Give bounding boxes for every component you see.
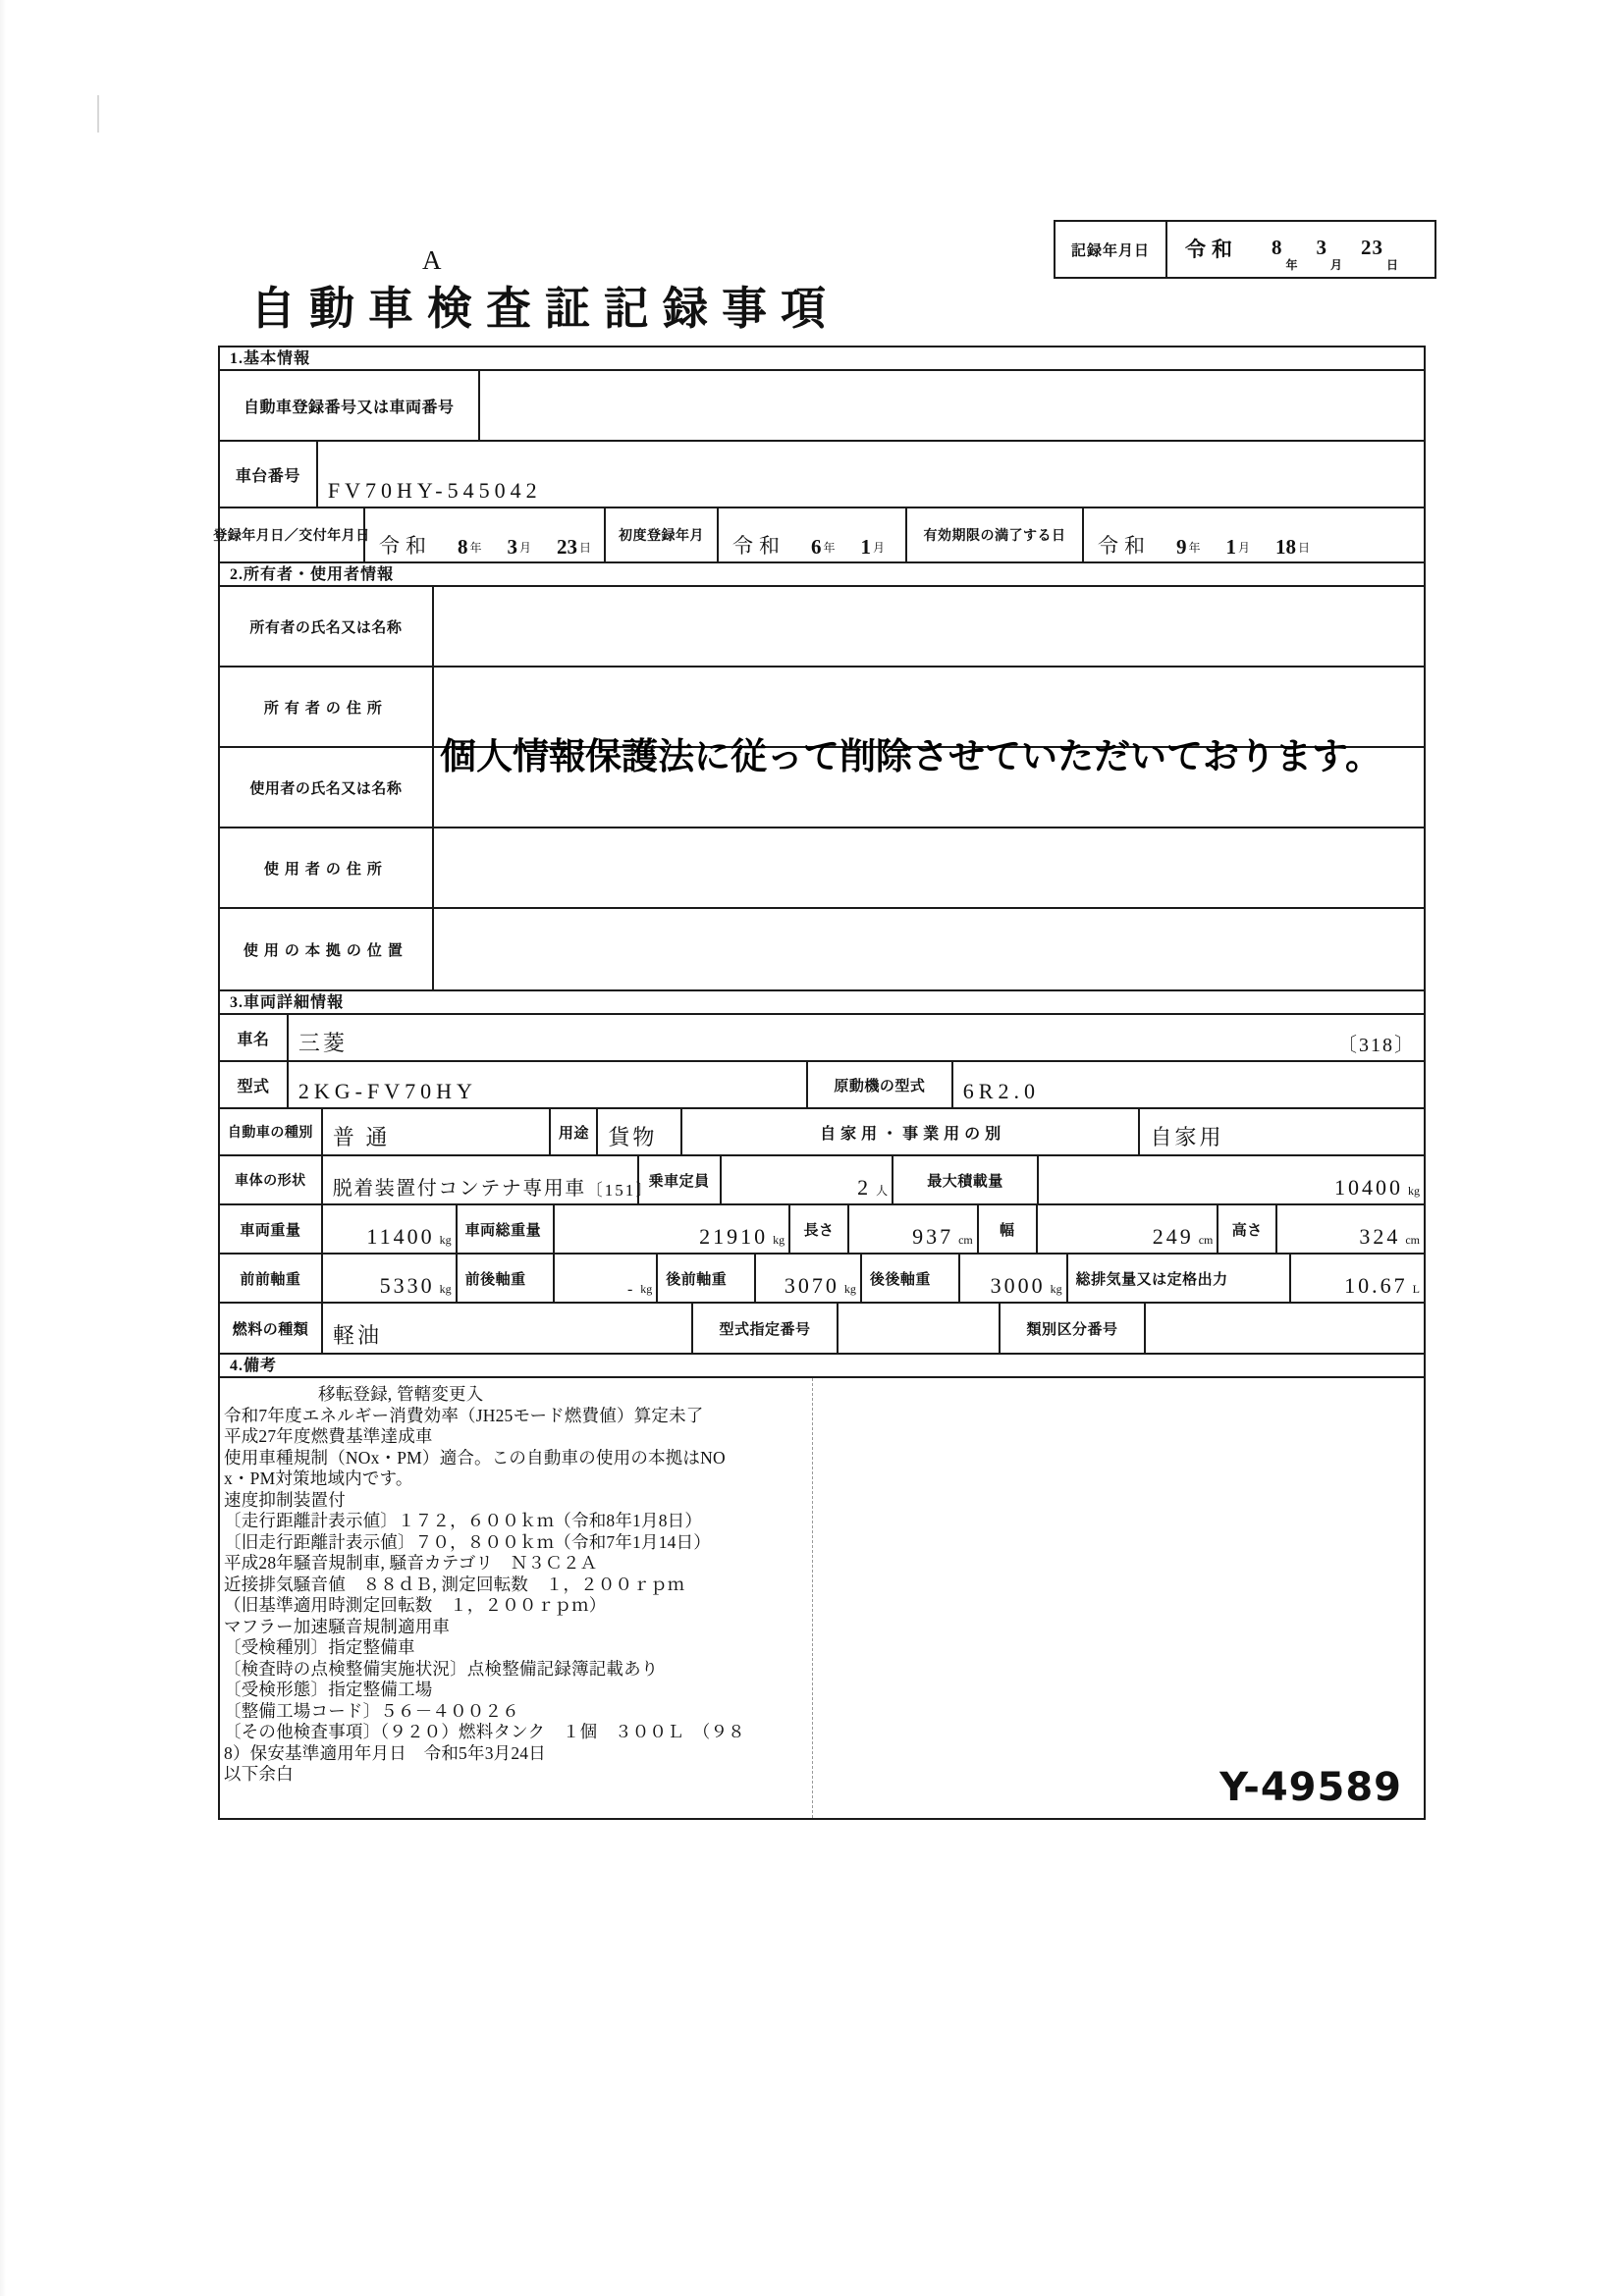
category-class-label: 類別区分番号 — [1001, 1304, 1146, 1353]
body-shape-value: 脱着装置付コンテナ専用車 — [332, 1178, 586, 1200]
vehicle-type-label: 自動車の種別 — [220, 1109, 323, 1154]
record-date-day: 23 — [1361, 236, 1384, 259]
vehicle-weight-value: 11400 — [366, 1224, 435, 1249]
axle-front-front-label: 前前軸重 — [220, 1255, 323, 1302]
remarks-line: 〔旧走行距離計表示値〕７０，８００ｋｍ（令和7年1月14日） — [224, 1531, 711, 1552]
axle-rear-rear-label: 後後軸重 — [862, 1255, 960, 1302]
remarks-line: 移転登録, 管轄変更入 — [318, 1384, 484, 1404]
expiry-date-value — [1084, 508, 1422, 561]
first-registration-era: 令和 — [732, 534, 785, 558]
height-label: 高さ — [1218, 1205, 1277, 1253]
registration-date-day: 23 — [557, 535, 578, 559]
axle-rear-front-value: 3070 — [784, 1273, 839, 1298]
category-class-value — [1146, 1304, 1424, 1353]
max-load-unit: kg — [1407, 1184, 1420, 1198]
axle-rear-front-unit: kg — [843, 1282, 856, 1296]
stamp-number: Y-49589 — [1219, 1765, 1402, 1810]
expiry-date-year: 9 — [1176, 535, 1187, 559]
axle-front-rear-value: - — [626, 1281, 636, 1298]
page-title: 自動車検査証記録事項 — [250, 284, 839, 334]
remarks-line: 以下余白 — [224, 1764, 294, 1784]
registration-date-era: 令和 — [379, 534, 432, 558]
remarks-line: 〔整備工場コード〕５６－４００２６ — [224, 1700, 519, 1721]
section1-heading: 1.基本情報 — [220, 347, 1424, 371]
length-cell — [849, 1205, 979, 1253]
width-value: 249 — [1152, 1224, 1194, 1249]
row-axle-weights — [220, 1255, 1424, 1304]
vehicle-weight-label: 車両重量 — [220, 1205, 323, 1253]
expiry-date-month-unit: 月 — [1238, 541, 1251, 555]
model-designation-value — [839, 1304, 1001, 1353]
owner-name-label: 所有者の氏名又は名称 — [220, 587, 434, 666]
vehicle-name-label: 車名 — [220, 1015, 289, 1060]
length-label: 長さ — [790, 1205, 849, 1253]
chassis-number-label: 車台番号 — [220, 442, 318, 507]
certificate-table — [213, 346, 1426, 1820]
row-user-address — [220, 828, 1424, 909]
engine-model-label: 原動機の型式 — [808, 1062, 953, 1107]
owner-name-value — [434, 587, 1424, 666]
record-date-value — [1167, 222, 1435, 277]
registration-date-day-unit: 日 — [579, 541, 592, 555]
seating-capacity-value: 2 — [857, 1175, 872, 1200]
usage-label: 用途 — [551, 1109, 598, 1154]
remarks-line: 〔走行距離計表示値〕１７２，６００ｋｍ（令和8年1月8日） — [224, 1511, 703, 1530]
body-shape-code: 〔151〕 — [585, 1181, 655, 1200]
axle-front-rear-label: 前後軸重 — [458, 1255, 556, 1302]
remarks-line: 〔その他検査事項〕（９２０）燃料タンク １個 ３００Ｌ （９８ — [224, 1722, 745, 1741]
max-load-cell — [1039, 1156, 1424, 1203]
expiry-date-label: 有効期限の満了する日 — [907, 508, 1084, 561]
remarks-line: 近接排気騒音値 ８８ｄＢ, 測定回転数 １，２００ｒｐｍ — [224, 1574, 685, 1594]
row-registration-number — [220, 371, 1424, 442]
chassis-number-value: FV70HY-545042 — [327, 478, 542, 503]
registration-date-month: 3 — [507, 535, 518, 559]
width-cell — [1038, 1205, 1219, 1253]
seating-capacity-cell — [722, 1156, 894, 1203]
usage-value: 貨物 — [598, 1109, 682, 1154]
body-shape-cell — [323, 1156, 655, 1203]
row-body-capacity-load — [220, 1156, 1424, 1205]
registration-date-value — [365, 508, 606, 561]
user-address-value — [434, 828, 1424, 907]
scan-edge-artifact — [0, 0, 6, 2296]
length-unit: cm — [958, 1233, 973, 1247]
private-business-label: 自 家 用 ・ 事 業 用 の 別 — [682, 1109, 1140, 1154]
row-registration-dates — [213, 508, 1424, 563]
base-location-label: 使用の本拠の位置 — [220, 909, 434, 989]
expiry-date-day: 18 — [1275, 535, 1297, 559]
first-registration-year-unit: 年 — [823, 541, 836, 555]
model-value: 2KG-FV70HY — [289, 1062, 808, 1107]
body-shape-label: 車体の形状 — [220, 1156, 323, 1203]
remarks-line: x・PM対策地域内です。 — [224, 1468, 413, 1488]
expiry-date-day-unit: 日 — [1298, 541, 1311, 555]
remarks-line: 速度抑制装置付 — [224, 1489, 346, 1510]
record-date-year: 8 — [1272, 236, 1283, 259]
displacement-cell — [1291, 1255, 1424, 1302]
row-chassis-number — [220, 442, 1424, 508]
section4-heading: 4.備考 — [220, 1355, 1424, 1378]
remarks-line: 平成27年度燃費基準達成車 — [224, 1426, 433, 1446]
remarks-blank-area — [813, 1378, 1424, 1818]
section3-heading: 3.車両詳細情報 — [220, 991, 1424, 1015]
private-business-value: 自家用 — [1150, 1125, 1224, 1149]
row-fuel-type — [220, 1304, 1424, 1355]
first-registration-month-unit: 月 — [873, 541, 886, 555]
displacement-value: 10.67 — [1344, 1273, 1408, 1298]
first-registration-year: 6 — [811, 535, 822, 559]
row-type-usage-purpose — [220, 1109, 1424, 1156]
remarks-line: 平成28年騒音規制車, 騒音カテゴリ Ｎ３Ｃ２Ａ — [224, 1553, 598, 1573]
registration-date-year: 8 — [458, 535, 468, 559]
record-date-day-unit: 日 — [1386, 258, 1400, 272]
first-registration-value — [719, 508, 907, 561]
length-value: 937 — [912, 1224, 954, 1249]
row-owner-name — [220, 587, 1424, 667]
axle-front-front-value: 5330 — [379, 1273, 435, 1298]
remarks-line: 〔受検形態〕指定整備工場 — [224, 1680, 433, 1699]
remarks-body — [220, 1378, 1424, 1818]
section2-heading: 2.所有者・使用者情報 — [220, 563, 1424, 587]
record-date-box — [1054, 220, 1436, 279]
seating-capacity-unit: 人 — [876, 1184, 889, 1198]
expiry-date-year-unit: 年 — [1188, 541, 1201, 555]
axle-front-front-unit: kg — [439, 1282, 452, 1296]
height-unit: cm — [1405, 1233, 1421, 1247]
fuel-type-value: 軽油 — [323, 1304, 693, 1353]
vehicle-weight-unit: kg — [439, 1233, 452, 1247]
remarks-line: 〔受検種別〕指定整備車 — [224, 1637, 415, 1657]
width-unit: cm — [1198, 1233, 1214, 1247]
gross-weight-cell — [555, 1205, 790, 1253]
owner-address-label: 所有者の住所 — [220, 667, 434, 746]
first-registration-month: 1 — [860, 535, 872, 559]
vehicle-name-code: 〔318〕 — [1337, 1035, 1416, 1056]
axle-rear-rear-unit: kg — [1050, 1282, 1062, 1296]
row-model — [220, 1062, 1424, 1109]
record-date-era: 令和 — [1185, 237, 1238, 261]
record-date-label: 記録年月日 — [1056, 222, 1167, 277]
base-location-value — [434, 909, 1424, 989]
vehicle-name-cell — [289, 1015, 1424, 1060]
engine-model-value: 6R2.0 — [962, 1079, 1040, 1103]
remarks-text — [220, 1378, 813, 1818]
displacement-unit: L — [1412, 1282, 1420, 1296]
gross-weight-label: 車両総重量 — [458, 1205, 556, 1253]
displacement-label: 総排気量又は定格出力 — [1068, 1255, 1292, 1302]
record-date-month-unit: 月 — [1330, 258, 1344, 272]
registration-number-value — [480, 371, 1424, 440]
row-weights-dimensions — [220, 1205, 1424, 1255]
record-date-year-unit: 年 — [1285, 258, 1299, 272]
axle-rear-front-cell — [756, 1255, 862, 1302]
model-label: 型式 — [220, 1062, 289, 1107]
remarks-line: 〔検査時の点検整備実施状況〕点検整備記録簿記載あり — [224, 1658, 659, 1679]
row-vehicle-name — [220, 1015, 1424, 1062]
fuel-type-label: 燃料の種類 — [220, 1304, 323, 1353]
user-address-label: 使用者の住所 — [220, 828, 434, 907]
model-designation-label: 型式指定番号 — [693, 1304, 839, 1353]
registration-date-year-unit: 年 — [469, 541, 482, 555]
seating-capacity-label: 乗車定員 — [639, 1156, 722, 1203]
axle-front-rear-unit: kg — [640, 1282, 653, 1296]
axle-rear-rear-cell — [960, 1255, 1068, 1302]
corner-mark: A — [422, 245, 442, 275]
axle-rear-front-label: 後前軸重 — [658, 1255, 756, 1302]
user-name-label: 使用者の氏名又は名称 — [220, 748, 434, 827]
gross-weight-value: 21910 — [699, 1224, 769, 1249]
expiry-date-month: 1 — [1225, 535, 1237, 559]
remarks-line: マフラー加速騒音規制適用車 — [224, 1616, 451, 1636]
axle-front-front-cell — [323, 1255, 458, 1302]
height-cell — [1277, 1205, 1424, 1253]
gross-weight-unit: kg — [773, 1233, 785, 1247]
expiry-date-era: 令和 — [1098, 534, 1151, 558]
height-value: 324 — [1359, 1224, 1401, 1249]
width-label: 幅 — [979, 1205, 1038, 1253]
max-load-value: 10400 — [1333, 1175, 1403, 1200]
axle-front-rear-cell — [555, 1255, 658, 1302]
vehicle-weight-cell — [323, 1205, 458, 1253]
registration-number-label: 自動車登録番号又は車両番号 — [220, 371, 480, 440]
registration-date-month-unit: 月 — [519, 541, 532, 555]
vehicle-type-value: 普 通 — [323, 1109, 552, 1154]
max-load-label: 最大積載量 — [893, 1156, 1039, 1203]
remarks-line: 8）保安基準適用年月日 令和5年3月24日 — [224, 1742, 546, 1763]
remarks-line: 使用車種規制（NOx・PM）適合。この自動車の使用の本拠はNO — [224, 1447, 726, 1468]
remarks-line: （旧基準適用時測定回転数 １，２００ｒｐｍ） — [224, 1595, 607, 1615]
vehicle-name-value: 三菱 — [298, 1031, 348, 1055]
record-date-month: 3 — [1316, 236, 1328, 259]
registration-date-label: 登録年月日／交付年月日 — [220, 508, 365, 561]
privacy-notice-overlay: 個人情報保護法に従って削除させていただいております。 — [440, 735, 1382, 777]
row-base-location — [220, 909, 1424, 991]
remarks-line: 令和7年度エネルギー消費効率（JH25モード燃費値）算定未了 — [224, 1405, 704, 1425]
axle-rear-rear-value: 3000 — [990, 1273, 1046, 1298]
first-registration-label: 初度登録年月 — [606, 508, 719, 561]
scan-streak-artifact — [97, 95, 99, 133]
